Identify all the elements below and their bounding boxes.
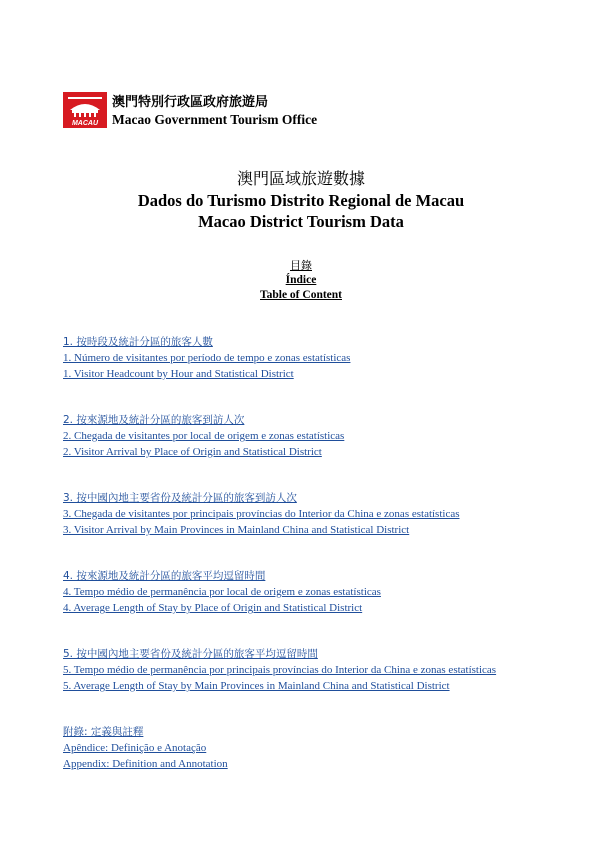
toc-link-1-portuguese[interactable]: 1. Número de visitantes por período de tempo e zonas estatísticas: [63, 352, 351, 364]
toc-link-1-english[interactable]: 1. Visitor Headcount by Hour and Statistical District: [63, 368, 294, 380]
toc-link-5-portuguese[interactable]: 5. Tempo médio de permanência por principais províncias do Interior da China e zonas estatísticas: [63, 664, 497, 676]
toc-link-3-portuguese[interactable]: 3. Chegada de visitantes por principais províncias do Interior da China e zonas estatísticas: [63, 508, 460, 520]
toc-link-2-english[interactable]: 2. Visitor Arrival by Place of Origin and Statistical District: [63, 446, 322, 458]
title-english: Macao District Tourism Data: [198, 212, 404, 231]
toc-link-appendix-english[interactable]: Appendix: Definition and Annotation: [63, 758, 228, 770]
toc-link-2-chinese[interactable]: 2. 按來源地及統計分區的旅客到訪人次: [63, 414, 245, 426]
toc-link-appendix-portuguese[interactable]: Apêndice: Definição e Anotação: [63, 742, 207, 754]
toc-link-5-chinese[interactable]: 5. 按中國內地主要省份及統計分區的旅客平均逗留時間: [63, 648, 318, 660]
org-name-chinese: 澳門特別行政區政府旅遊局: [112, 95, 269, 110]
logo-wordmark: MACAU: [71, 120, 99, 127]
toc-link-3-chinese[interactable]: 3. 按中國內地主要省份及統計分區的旅客到訪人次: [63, 492, 297, 504]
toc-link-2-portuguese[interactable]: 2. Chegada de visitantes por local de origem e zonas estatísticas: [63, 430, 345, 442]
title-chinese: 澳門區域旅遊數據: [236, 169, 365, 188]
index-heading-portuguese: Índice: [285, 274, 317, 286]
toc-link-5-english[interactable]: 5. Average Length of Stay by Main Provinces in Mainland China and Statistical District: [63, 680, 450, 692]
index-heading-english: Table of Content: [260, 289, 342, 301]
toc-section-4: [63, 568, 381, 616]
mgto-logo-icon: [63, 92, 107, 128]
organization-name: [112, 94, 317, 129]
toc-link-appendix-chinese[interactable]: 附錄: 定義與註釋: [63, 726, 144, 738]
index-heading: [0, 258, 602, 303]
title-portuguese: Dados do Turismo Distrito Regional de Macau: [137, 191, 465, 210]
toc-link-3-english[interactable]: 3. Visitor Arrival by Main Provinces in Mainland China and Statistical District: [63, 524, 410, 536]
toc-appendix: [63, 724, 228, 772]
toc-link-1-chinese[interactable]: 1. 按時段及統計分區的旅客人數: [63, 336, 213, 348]
toc-section-1: [63, 334, 350, 382]
toc-section-5: [63, 646, 496, 694]
toc-link-4-portuguese[interactable]: 4. Tempo médio de permanência por local de origem e zonas estatísticas: [63, 586, 381, 598]
toc-link-4-english[interactable]: 4. Average Length of Stay by Place of Origin and Statistical District: [63, 602, 363, 614]
toc-section-3: [63, 490, 460, 538]
toc-section-2: [63, 412, 344, 460]
toc-link-4-chinese[interactable]: 4. 按來源地及統計分區的旅客平均逗留時間: [63, 570, 266, 582]
document-title: [0, 168, 602, 232]
org-name-english: Macao Government Tourism Office: [112, 112, 318, 127]
index-heading-chinese: 目錄: [290, 259, 312, 272]
